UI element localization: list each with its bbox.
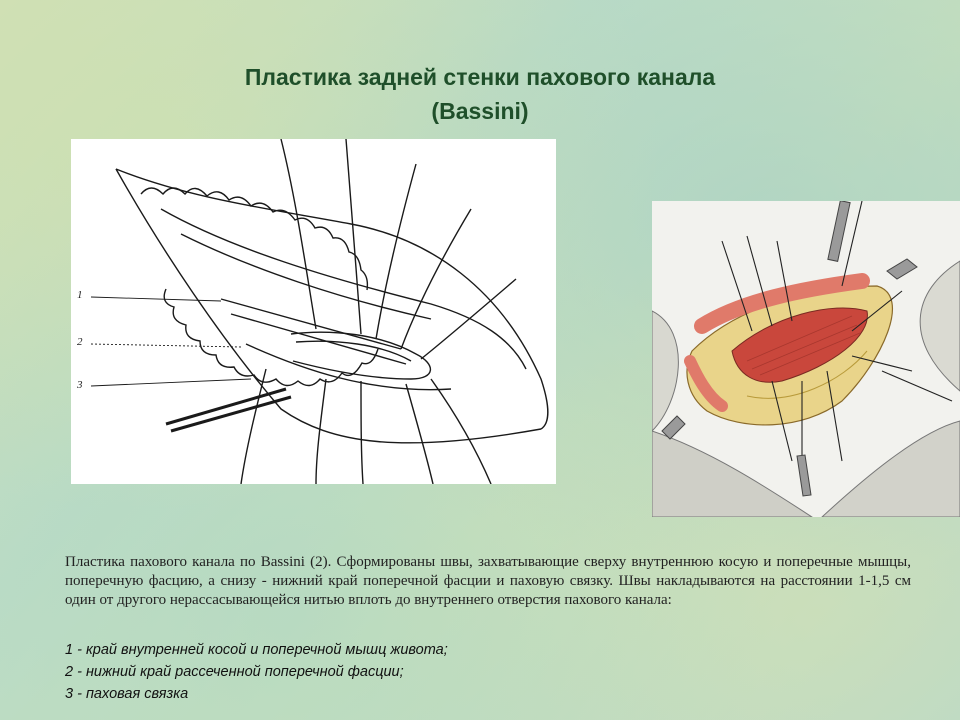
legend-item-1: 1 - край внутренней косой и поперечной мышц живота; <box>65 642 448 658</box>
slide-title-line1: Пластика задней стенки пахового канала <box>244 64 716 90</box>
slide-title-line2: (Bassini) <box>431 98 529 124</box>
label-2: 2 <box>77 336 83 348</box>
legend-list <box>65 639 765 705</box>
surgical-color-illustration <box>652 201 960 517</box>
line-drawing-illustration <box>71 139 556 484</box>
surgical-line-drawing <box>71 139 556 484</box>
legend-item-2: 2 - нижний край рассеченной поперечной фасции; <box>65 664 404 680</box>
label-1: 1 <box>77 289 83 301</box>
slide-title <box>0 60 960 128</box>
color-illustration <box>652 201 960 517</box>
caption-text: Пластика пахового канала по Bassini (2). Сформированы швы, захватывающие сверху внутреннюю косую и поперечные мышцы, поперечную фасцию, а снизу - нижний край поперечной фасции и паховую связку. Швы накладываются на расстоянии 1-1,5 см один от другого нерассасывающейся нитью вплоть до внутреннего отверстия пахового канала: <box>65 554 911 608</box>
label-3: 3 <box>77 379 83 391</box>
legend-item-3: 3 - паховая связка <box>65 686 189 702</box>
